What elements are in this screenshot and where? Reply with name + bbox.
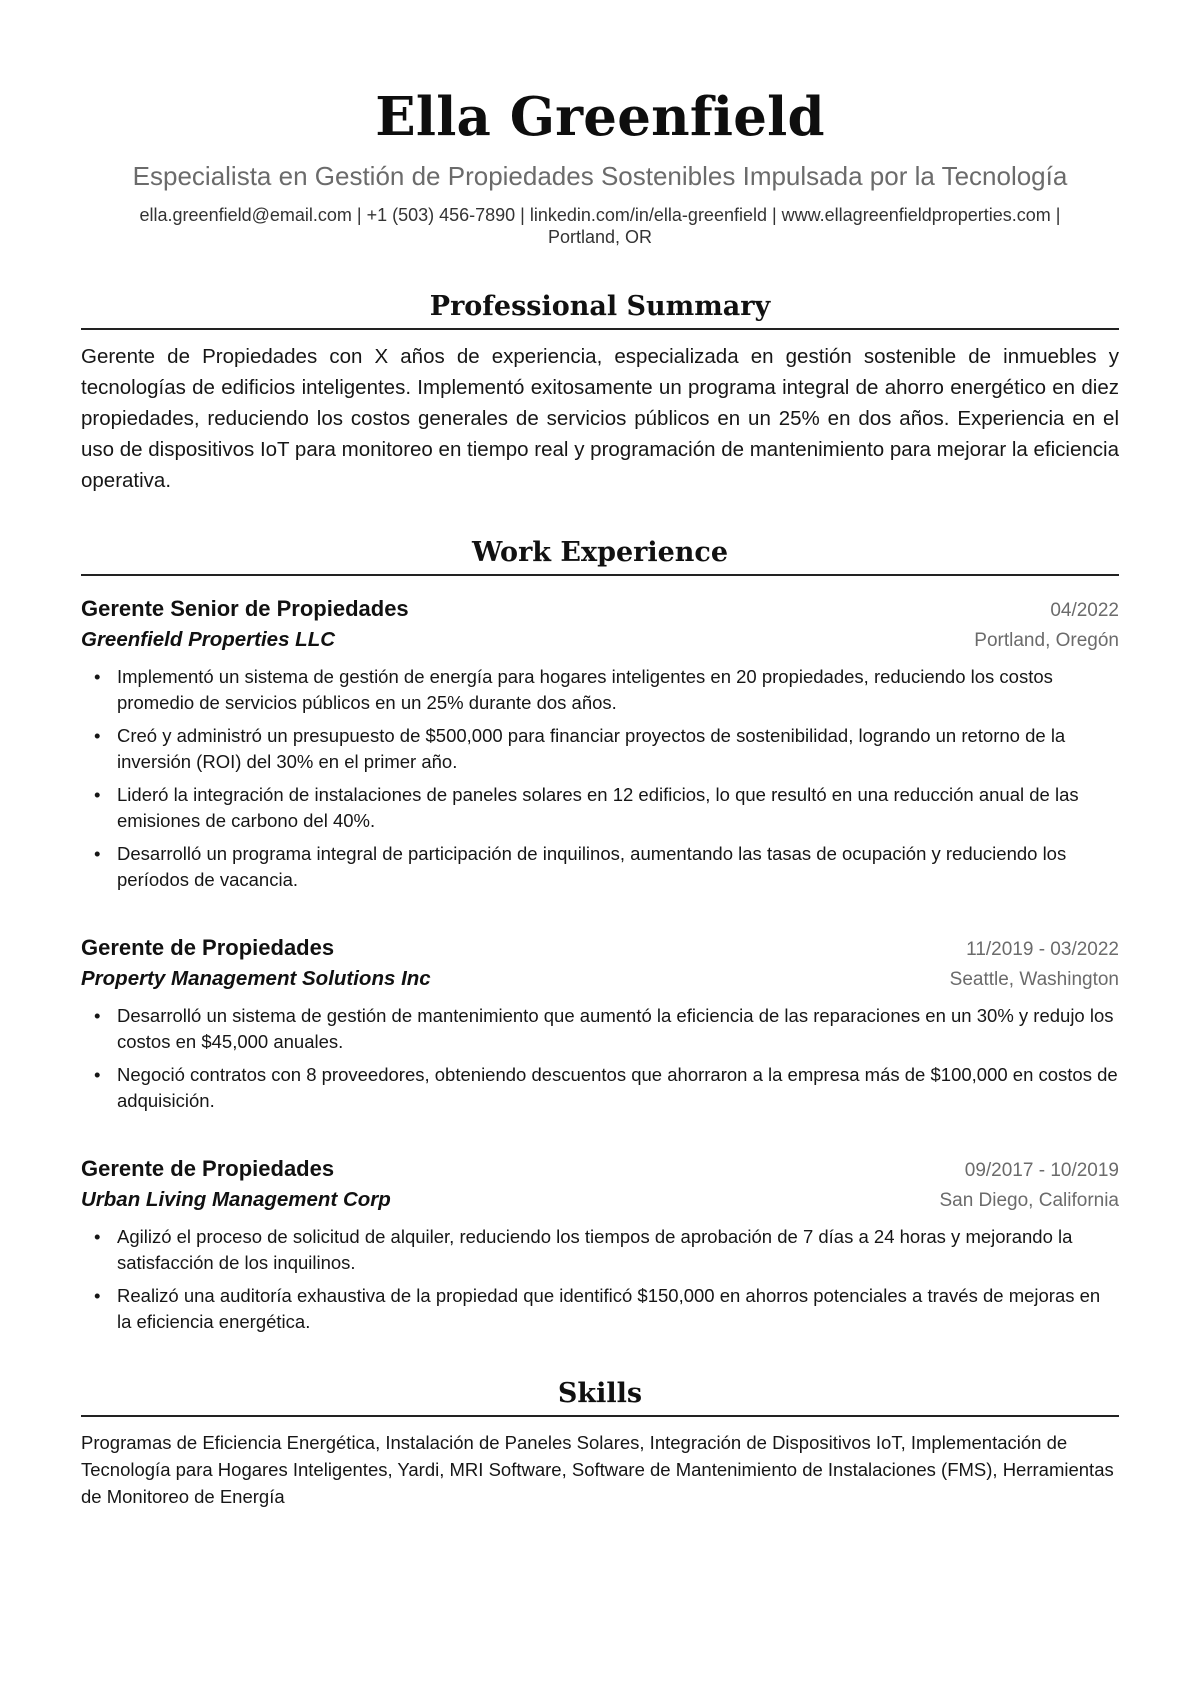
bullet-text: Implementó un sistema de gestión de energía para hogares inteligentes en 20 propiedades, reduciendo los costos promedio de servicios públicos en un 25% durante dos años. <box>117 666 1053 713</box>
bullet-text: Agilizó el proceso de solicitud de alquiler, reduciendo los tiempos de aprobación de 7 días a 24 horas y mejorando la satisfacción de los inquilinos. <box>117 1226 1073 1273</box>
contact-location: Portland, OR <box>547 227 653 247</box>
bullet-text: Desarrolló un programa integral de participación de inquilinos, aumentando las tasas de ocupación y reduciendo los períodos de vacancia. <box>117 843 1067 890</box>
job-location: Seattle, Washington <box>949 969 1119 990</box>
bullet-text: Lideró la integración de instalaciones de paneles solares en 12 edificios, lo que resultó en una reducción anual de las emisiones de carbono del 40%. <box>117 784 1079 831</box>
job-location: Portland, Oregón <box>974 630 1119 651</box>
skills-text: Programas de Eficiencia Energética, Instalación de Paneles Solares, Integración de Dispositivos IoT, Implementación de Tecnología para Hogares Inteligentes, Yardi, MRI Software, Software de Mantenimiento de Instalaciones (FMS), Herramientas de Monitoreo de Energía <box>81 1432 1114 1507</box>
job-location: San Diego, California <box>939 1190 1119 1211</box>
skills-heading: Skills <box>81 1375 1119 1417</box>
bullet-dot-icon: • <box>94 1285 101 1306</box>
bullet-dot-icon: • <box>94 784 101 805</box>
job-title: Gerente Senior de Propiedades <box>81 596 409 621</box>
candidate-headline: Especialista en Gestión de Propiedades Sostenibles Impulsada por la Tecnología <box>132 161 1068 191</box>
bullet-text: Desarrolló un sistema de gestión de mantenimiento que aumentó la eficiencia de las reparaciones en un 30% y redujo los costos en $45,000 anuales. <box>117 1005 1114 1052</box>
bullet-dot-icon: • <box>94 1064 101 1085</box>
job-bullets <box>81 664 1119 893</box>
job-bullets <box>81 1003 1119 1114</box>
bullet-text: Creó y administró un presupuesto de $500,000 para financiar proyectos de sostenibilidad, logrando un retorno de la inversión (ROI) del 30% en el primer año. <box>117 725 1066 772</box>
bullet-item <box>81 664 1119 716</box>
bullet-item <box>81 1003 1119 1055</box>
bullet-dot-icon: • <box>94 666 101 687</box>
job-date: 11/2019 - 03/2022 <box>966 939 1119 960</box>
bullet-text: Realizó una auditoría exhaustiva de la propiedad que identificó $150,000 en ahorros potenciales a través de mejoras en la eficiencia energética. <box>117 1285 1101 1332</box>
bullet-item <box>81 782 1119 834</box>
job-title: Gerente de Propiedades <box>81 1156 335 1181</box>
bullet-dot-icon: • <box>94 725 101 746</box>
bullet-item <box>81 1224 1119 1276</box>
bullet-dot-icon: • <box>94 1005 101 1026</box>
bullet-item <box>81 723 1119 775</box>
work-experience-heading: Work Experience <box>81 534 1119 576</box>
job-bullets <box>81 1224 1119 1335</box>
job-title: Gerente de Propiedades <box>81 935 335 960</box>
bullet-dot-icon: • <box>94 1226 101 1247</box>
bullet-item <box>81 1062 1119 1114</box>
company-name: Urban Living Management Corp <box>81 1188 391 1211</box>
bullet-item <box>81 841 1119 893</box>
job-date: 09/2017 - 10/2019 <box>964 1160 1119 1181</box>
summary-text: Gerente de Propiedades con X años de experiencia, especializada en gestión sostenible de inmuebles y tecnologías de edificios inteligentes. Implementó exitosamente un programa integral de ahorro energético en diez propiedades, reduciendo los costos generales de servicios públicos en un 25% en dos años. Experiencia en el uso de dispositivos IoT para monitoreo en tiempo real y programación de mantenimiento para mejorar la eficiencia operativa. <box>81 345 1119 492</box>
summary-heading: Professional Summary <box>81 288 1119 330</box>
company-name: Property Management Solutions Inc <box>81 967 431 990</box>
contact-info <box>81 204 1119 248</box>
job-entry <box>81 1154 1119 1335</box>
company-name: Greenfield Properties LLC <box>81 628 336 651</box>
job-entry <box>81 933 1119 1114</box>
bullet-item <box>81 1283 1119 1335</box>
bullet-text: Negoció contratos con 8 proveedores, obteniendo descuentos que ahorraron a la empresa más de $100,000 en costos de adquisición. <box>117 1064 1118 1111</box>
bullet-dot-icon: • <box>94 843 101 864</box>
job-entry <box>81 594 1119 893</box>
contact-line: ella.greenfield@email.com | +1 (503) 456-7890 | linkedin.com/in/ella-greenfield | www.ellagreenfieldproperties.com | <box>139 205 1061 225</box>
resume-page <box>81 0 1119 1510</box>
candidate-name: Ella Greenfield <box>375 86 825 148</box>
job-date: 04/2022 <box>1050 600 1119 621</box>
